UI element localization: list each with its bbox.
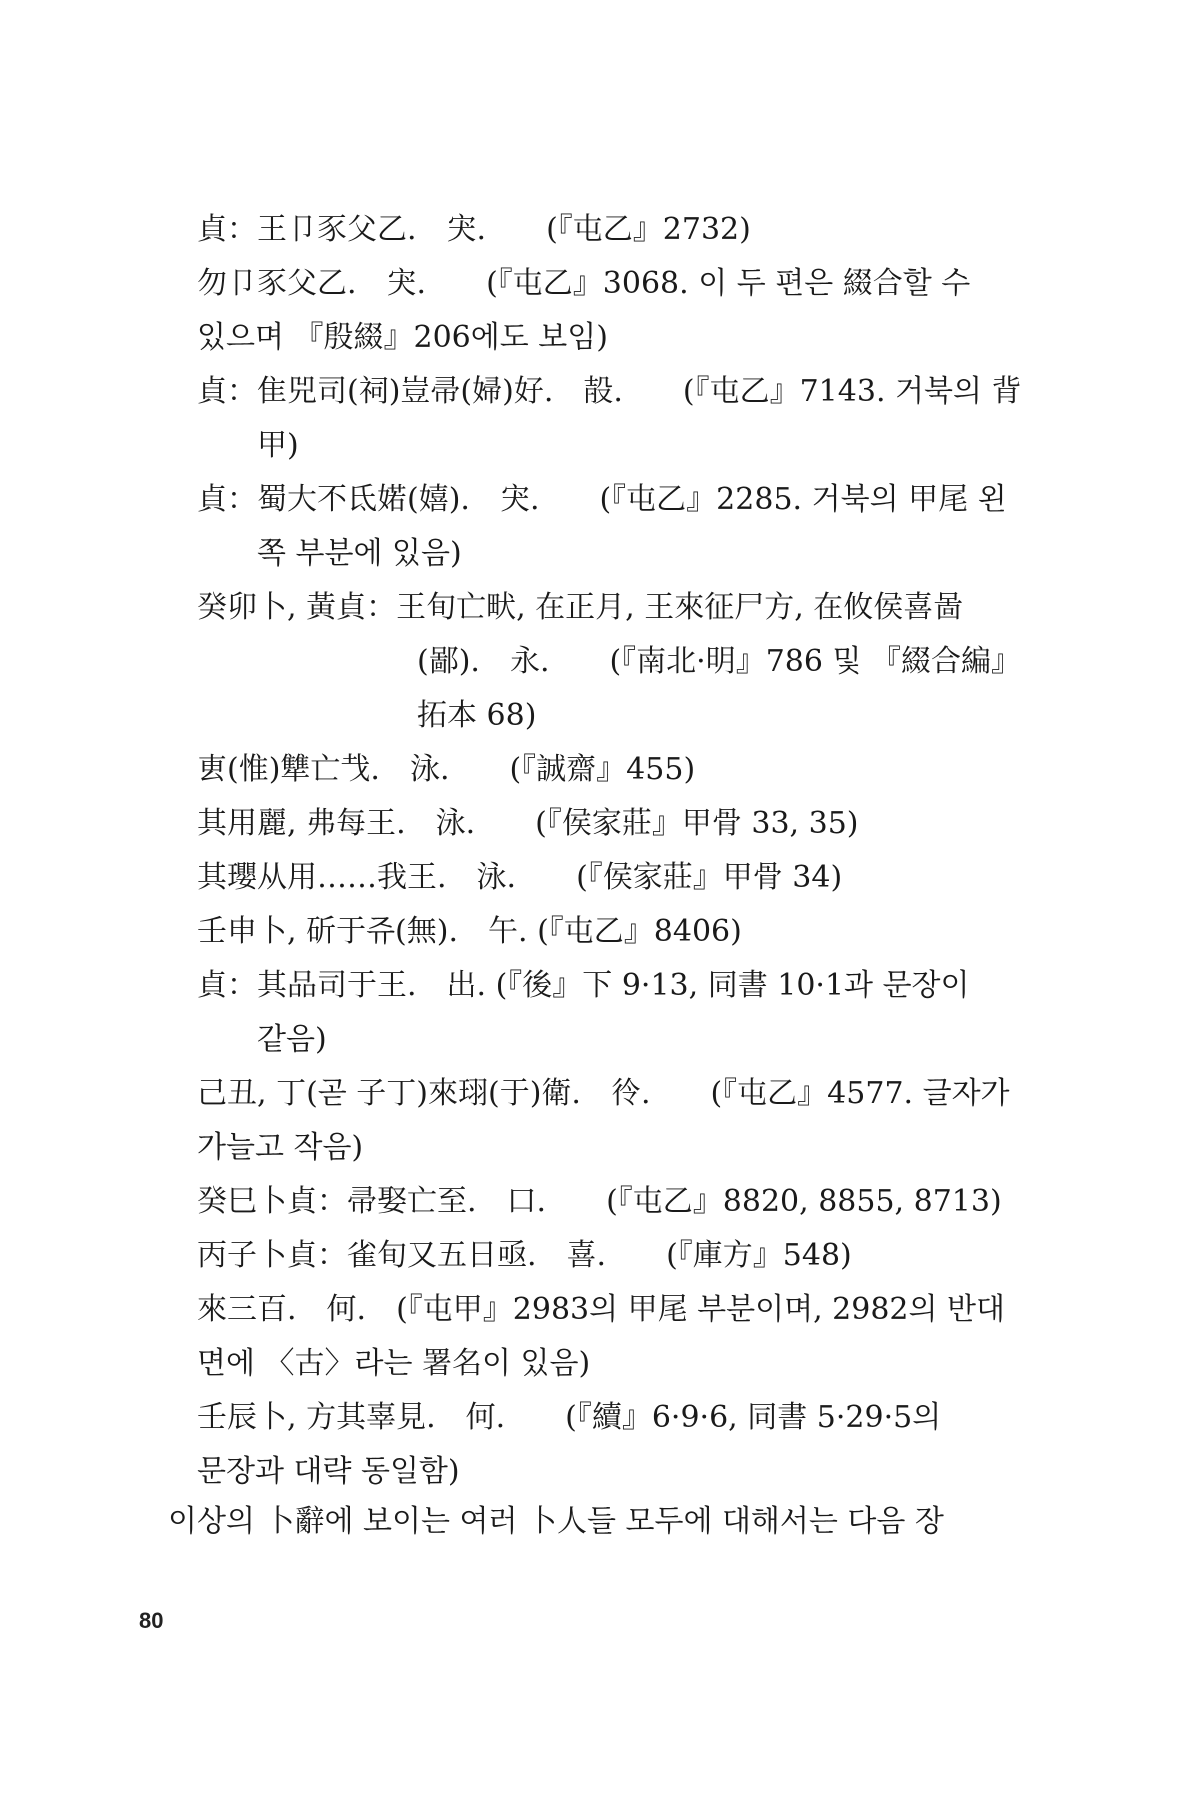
inscription-line: 壬申卜, 斫于쥬(無). 午. (『屯乙』8406) bbox=[197, 914, 742, 949]
inscription-line-continued: (鄙). 永. (『南北·明』786 및 『綴合編』 bbox=[417, 644, 1022, 679]
page-number: 80 bbox=[139, 1608, 164, 1633]
inscription-list bbox=[197, 203, 1047, 1499]
inscription-line-continued: 같음) bbox=[257, 1022, 327, 1057]
inscription-line: 壬辰卜, 方其辜見. 何. (『續』6·9·6, 同書 5·29·5의 bbox=[197, 1400, 942, 1435]
inscription-line: 貞：蜀大不氐婼(嬉). 宊. (『屯乙』2285. 거북의 甲尾 왼 bbox=[197, 482, 1007, 517]
inscription-line: 貞：隹兕司(祠)豈帚(婦)好. 㱿. (『屯乙』7143. 거북의 背 bbox=[197, 374, 1022, 409]
inscription-line-continued: 拓本 68) bbox=[417, 698, 537, 733]
inscription-line-continued: 면에 〈古〉라는 署名이 있음) bbox=[197, 1346, 591, 1381]
inscription-line-continued: 있으며 『殷綴』206에도 보임) bbox=[197, 320, 608, 355]
closing-paragraph: 이상의 卜辭에 보이는 여러 卜人들 모두에 대해서는 다음 장 bbox=[168, 1504, 944, 1539]
inscription-line: 丙子卜貞：雀旬又五日亟. 喜. (『庫方』548) bbox=[197, 1238, 852, 1273]
inscription-line: 叀(惟)犨亡𢦏. 泳. (『誠齋』455) bbox=[197, 752, 696, 787]
inscription-line-continued: 쪽 부분에 있음) bbox=[257, 536, 462, 571]
inscription-line-continued: 가늘고 작음) bbox=[197, 1130, 364, 1165]
inscription-line-continued: 甲) bbox=[257, 428, 299, 463]
inscription-line: 貞：其品司于王. 出. (『後』下 9·13, 同書 10·1과 문장이 bbox=[197, 968, 970, 1003]
inscription-line: 勿卩豕父乙. 宊. (『屯乙』3068. 이 두 편은 綴合할 수 bbox=[197, 266, 971, 301]
inscription-line-continued: 문장과 대략 동일함) bbox=[197, 1454, 460, 1489]
inscription-line: 己丑, 丁(곧 子丁)來珝(于)衛. 彾. (『屯乙』4577. 글자가 bbox=[197, 1076, 1010, 1111]
inscription-line: 其用麗, 弗每王. 泳. (『侯家莊』甲骨 33, 35) bbox=[197, 806, 859, 841]
inscription-line: 癸巳卜貞：帚娶亡至. 口. (『屯乙』8820, 8855, 8713) bbox=[197, 1184, 1002, 1219]
inscription-line: 來三百. 何. (『屯甲』2983의 甲尾 부분이며, 2982의 반대 bbox=[197, 1292, 1005, 1327]
inscription-line: 其瓔从用……我王. 泳. (『侯家莊』甲骨 34) bbox=[197, 860, 843, 895]
inscription-line: 貞：王卩豕父乙. 宊. (『屯乙』2732) bbox=[197, 212, 751, 247]
inscription-line: 癸卯卜, 黃貞：王旬亡畎, 在正月, 王來征尸方, 在攸侯喜啚 bbox=[197, 590, 964, 625]
